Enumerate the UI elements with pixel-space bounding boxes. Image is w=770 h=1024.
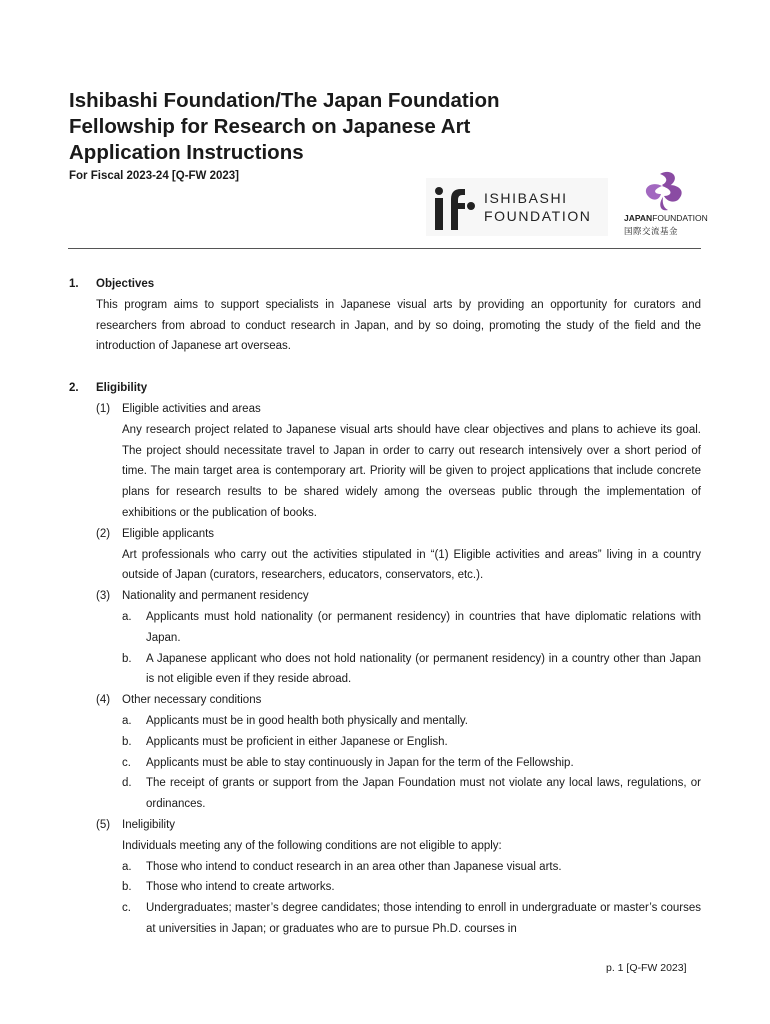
ishibashi-mark-icon xyxy=(431,183,477,231)
ishibashi-foundation-logo xyxy=(426,178,608,236)
list-item-text: Applicants must be able to stay continuously in Japan for the term of the Fellowship. xyxy=(146,756,574,769)
list-item xyxy=(69,732,701,753)
document-body xyxy=(69,274,701,940)
header-divider xyxy=(68,248,701,249)
title-line-1: Ishibashi Foundation/The Japan Foundation xyxy=(69,89,500,112)
subsection-conditions-heading xyxy=(69,690,701,711)
list-item-letter: b. xyxy=(122,652,132,665)
list-item-text: Those who intend to create artworks. xyxy=(146,881,335,894)
list-item-text: Applicants must be in good health both physically and mentally. xyxy=(146,714,468,727)
document-title xyxy=(69,88,589,166)
japan-foundation-logo xyxy=(618,170,708,240)
section-title: Objectives xyxy=(96,278,155,290)
subsection-number: (4) xyxy=(96,694,111,707)
subsection-number: (3) xyxy=(96,590,111,603)
list-item-text: Applicants must be proficient in either Japanese or English. xyxy=(146,735,448,748)
ishibashi-wordmark-line1: ISHIBASHI xyxy=(484,190,568,206)
list-item xyxy=(69,753,701,774)
japan-foundation-japanese-name: 国際交流基金 xyxy=(624,226,679,236)
japan-foundation-wordmark xyxy=(624,213,708,223)
list-item xyxy=(69,649,701,691)
list-item-text: The receipt of grants or support from the Japan Foundation must not violate any local laws, regulations, or ordinances. xyxy=(146,777,701,811)
subsection-title: Ineligibility xyxy=(122,818,176,831)
list-item-text: Undergraduates; master’s degree candidates; those intending to enroll in undergraduate or master’s courses at universities in Japan; or graduates who are to pursue Ph.D. courses in xyxy=(146,902,701,935)
list-item-letter: b. xyxy=(122,881,132,894)
list-item-text: A Japanese applicant who does not hold nationality (or permanent residency) in a country other than Japan is not eligible even if they reside abroad. xyxy=(146,652,701,686)
list-item-letter: d. xyxy=(122,777,132,790)
section-number: 1. xyxy=(69,278,79,290)
butterfly-icon xyxy=(618,170,704,214)
list-item-letter: b. xyxy=(122,735,132,748)
subsection-number: (2) xyxy=(96,527,111,540)
list-item xyxy=(69,711,701,732)
fiscal-subtitle: For Fiscal 2023-24 [Q-FW 2023] xyxy=(69,170,240,182)
list-item xyxy=(69,857,701,878)
page-footer: p. 1 [Q-FW 2023] xyxy=(606,962,687,974)
list-item xyxy=(69,898,701,940)
list-item-text: Those who intend to conduct research in an area other than Japanese visual arts. xyxy=(146,860,562,873)
list-item-letter: a. xyxy=(122,610,132,623)
subsection-number: (5) xyxy=(96,818,111,831)
list-item xyxy=(69,773,701,815)
activities-paragraph: Any research project related to Japanese visual arts should have clear objectives and plans to achieve its goal. The project should necessitate travel to Japan in order to carry out research intensively over a short period of time. The main target area is contemporary art. Priority will be given to project applications that include concrete plans for research results to be shared widely among the overseas public through the implementation of exhibitions or the publication of books. xyxy=(122,423,701,519)
subsection-title: Nationality and permanent residency xyxy=(122,590,309,603)
section-objectives-heading xyxy=(69,274,701,295)
applicants-paragraph: Art professionals who carry out the activities stipulated in “(1) Eligible activities and areas” living in a country outside of Japan (curators, researchers, educators, conservators, etc.). xyxy=(122,548,701,582)
ineligibility-intro: Individuals meeting any of the following conditions are not eligible to apply: xyxy=(122,839,502,852)
list-item xyxy=(69,607,701,649)
list-item-letter: a. xyxy=(122,860,132,873)
list-item-letter: a. xyxy=(122,714,132,727)
section-eligibility-heading xyxy=(69,378,701,399)
list-item-text: Applicants must hold nationality (or permanent residency) in countries that have diplomatic relations with Japan. xyxy=(146,610,701,644)
ishibashi-wordmark-line2: FOUNDATION xyxy=(484,208,592,224)
subsection-applicants-heading xyxy=(69,524,701,545)
subsection-number: (1) xyxy=(96,402,111,415)
section-title: Eligibility xyxy=(96,382,148,395)
title-line-3: Application Instructions xyxy=(69,141,304,164)
jf-wordmark-bold: JAPAN xyxy=(624,213,653,223)
subsection-title: Other necessary conditions xyxy=(122,694,262,707)
list-item-letter: c. xyxy=(122,902,131,915)
section-number: 2. xyxy=(69,382,79,395)
title-line-2: Fellowship for Research on Japanese Art xyxy=(69,115,471,138)
list-item-letter: c. xyxy=(122,756,131,769)
list-item xyxy=(69,877,701,898)
subsection-ineligibility-heading xyxy=(69,815,701,836)
jf-wordmark-rest: FOUNDATION xyxy=(652,213,708,223)
subsection-nationality-heading xyxy=(69,586,701,607)
subsection-activities-heading xyxy=(69,399,701,420)
subsection-title: Eligible activities and areas xyxy=(122,402,261,415)
subsection-title: Eligible applicants xyxy=(122,527,215,540)
objectives-paragraph: This program aims to support specialists in Japanese visual arts by providing an opportunity for curators and researchers from abroad to conduct research in Japan, and by so doing, promoting the study of the field and the introduction of Japanese art overseas. xyxy=(96,298,701,353)
